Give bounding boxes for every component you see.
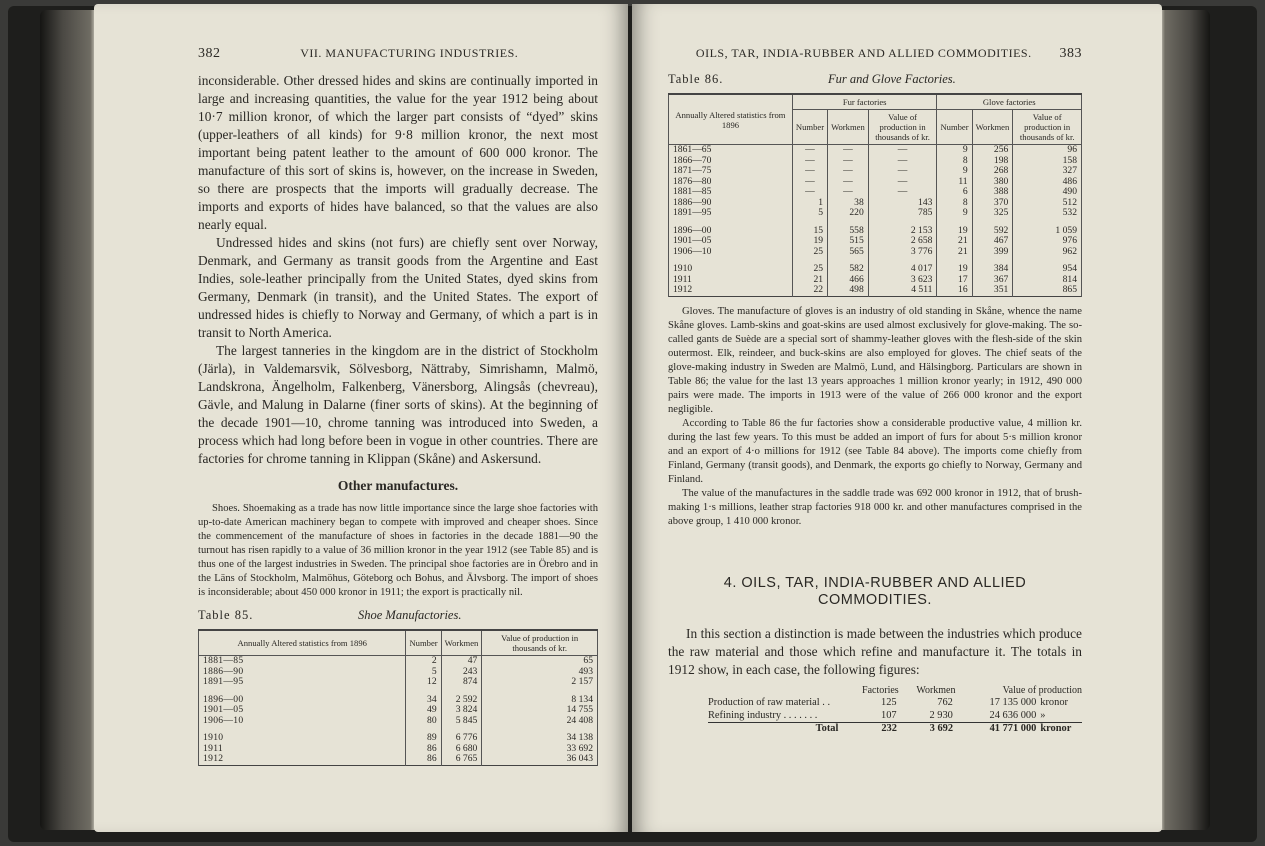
totals-row — [708, 710, 1082, 723]
paragraph: In this section a distinction is made between the industries which produce the raw material and those which refine and manufacture it. The totals in 1912 show, in each case, the following figures: — [668, 625, 1082, 677]
right-page-number: 383 — [1059, 46, 1082, 61]
value-cell: 86 — [406, 744, 441, 755]
value-cell: 5 — [406, 667, 441, 678]
value-cell: — — [828, 166, 869, 177]
table-row — [199, 656, 598, 667]
value-cell: 2 — [406, 656, 441, 667]
value-cell: 565 — [828, 247, 869, 258]
value-cell: 21 — [937, 236, 972, 247]
value-cell: 399 — [972, 247, 1013, 258]
table-row — [669, 285, 1082, 296]
period-cell: 1911 — [669, 275, 793, 286]
value-cell: 467 — [972, 236, 1013, 247]
value-cell: 256 — [972, 145, 1013, 156]
value-cell: 19 — [937, 264, 972, 275]
period-cell: 1871—75 — [669, 166, 793, 177]
value-cell: 532 — [1013, 208, 1082, 219]
table-row — [669, 275, 1082, 286]
value-cell: — — [828, 156, 869, 167]
paragraph: Gloves. The manufacture of gloves is an industry of old standing in Skåne, whence the name Skåne gloves. Lamb-skins and goat-skins are used almost exclusively for glove-making. The so-called gants de Suède are a special sort of shammy-leather gloves with the flesh-side of the skin outermost. Elk, reindeer, and buck-skins are also employed for gloves. The chief seats of the glove-making industry in Sweden are Malmö, Lund, and Hälsingborg. Particulars are shown in Table 86; the value for the last 13 years approaches 1 million kronor yearly; in 1912, 490 000 pairs were made. The imports in 1913 were of the value of 266 000 kronor and the export negligible. — [668, 305, 1082, 415]
value-cell: — — [792, 166, 827, 177]
value-cell: 5 — [792, 208, 827, 219]
table-gap-row — [199, 726, 598, 733]
left-page — [94, 4, 628, 832]
totals-cell: Production of raw material . . — [708, 697, 831, 708]
right-page-edge — [1160, 10, 1210, 830]
period-cell: 1910 — [199, 733, 406, 744]
totals-header — [708, 685, 1082, 698]
table85-header-number: Number — [406, 630, 441, 656]
table85-body — [199, 656, 598, 766]
value-cell: 2 153 — [868, 226, 937, 237]
value-cell: 2 592 — [441, 695, 482, 706]
value-cell: 3 776 — [868, 247, 937, 258]
value-cell: 268 — [972, 166, 1013, 177]
table-row — [199, 733, 598, 744]
totals-cell: 2 930 — [929, 709, 953, 721]
period-cell: 1912 — [669, 285, 793, 296]
value-cell: 874 — [441, 677, 482, 688]
value-cell: 19 — [937, 226, 972, 237]
table86-header-fur: Fur factories — [792, 94, 937, 110]
value-cell: 8 134 — [482, 695, 598, 706]
table86-header-glove: Glove factories — [937, 94, 1082, 110]
section4-heading-line2: COMMODITIES. — [818, 591, 932, 608]
left-running-title: VII. MANUFACTURING INDUSTRIES. — [300, 46, 519, 60]
table-row — [669, 198, 1082, 209]
totals-sum-factories: 232 — [881, 723, 897, 734]
value-cell: 962 — [1013, 247, 1082, 258]
table85 — [198, 629, 598, 766]
right-running-head — [668, 46, 1082, 62]
table85-caption — [198, 608, 598, 623]
paragraph: The largest tanneries in the kingdom are in the district of Stockholm (Järla), in Valdemarsvik, Sölvesborg, Nättraby, Simrishamn, Malmö, Landskrona, Ängelholm, Falkenberg, Vänersborg, Alingsås (chevreau), Gävle, and Malung in Dalarne (finer sorts of skins). At the beginning of the decade 1901—10, chrome tanning was introduced into Sweden, a process which had long before been in vogue in other countries. There are factories for chrome tanning in Klippan (Skåne) and Askersund. — [198, 343, 598, 466]
table86-sub-workmen: Workmen — [828, 110, 869, 145]
table-row — [669, 264, 1082, 275]
totals-sum-label: Total — [815, 723, 839, 734]
paragraph: According to Table 86 the fur factories show a considerable productive value, 4 million kr. during the last few years. To this must be added an import of furs for about 5·s million kronor and an export of 4·o millions for 1912 (see Table 84 above). The imports come chiefly from Finland, Germany (transit goods), and Denmark, the exports go chiefly to Norway, Germany and Finland. — [668, 417, 1082, 485]
period-cell: 1910 — [669, 264, 793, 275]
totals-table — [708, 685, 1082, 736]
value-cell: 11 — [937, 177, 972, 188]
value-cell: 976 — [1013, 236, 1082, 247]
value-cell: — — [828, 187, 869, 198]
left-page-edge — [40, 10, 96, 830]
table85-title: Shoe Manufactories. — [358, 608, 462, 622]
value-cell: 380 — [972, 177, 1013, 188]
value-cell: 4 511 — [868, 285, 937, 296]
value-cell: 515 — [828, 236, 869, 247]
totals-cell: kronor — [1040, 697, 1068, 708]
value-cell: 512 — [1013, 198, 1082, 209]
value-cell: 351 — [972, 285, 1013, 296]
left-page-number: 382 — [198, 46, 221, 61]
table86-label: Table 86. — [668, 72, 724, 86]
table86-title: Fur and Glove Factories. — [828, 72, 956, 86]
value-cell: 17 — [937, 275, 972, 286]
value-cell: — — [868, 166, 937, 177]
totals-cell: 17 135 000 — [989, 697, 1037, 708]
table86-body — [669, 145, 1082, 297]
period-cell: 1876—80 — [669, 177, 793, 188]
value-cell: 592 — [972, 226, 1013, 237]
totals-header-value: Value of production — [1002, 684, 1082, 696]
value-cell: 21 — [937, 247, 972, 258]
table-row — [199, 754, 598, 765]
gloves-section — [668, 305, 1082, 529]
table86-header-period: Annually Altered statistics from 1896 — [669, 94, 793, 145]
shoes-paragraph: Shoes. Shoemaking as a trade has now little importance since the large shoe factories with up-to-date American machinery began to compete with improved and cheaper shoes. Since the commencement of the manufacture of shoes in factories in the decade 1881—90 the turnout has risen rapidly to a value of 36 million kronor in the year 1912 (see Table 85) and is thus one of the largest industries in Sweden. The principal shoe factories are in Örebro and in the Läns of Stockholm, Malmöhus, Göteborg och Bohus, and Älvsborg. The import of shoes is inconsiderable; about 450 000 kronor in 1911; the export is practically nil. — [198, 503, 598, 598]
table86-caption — [668, 72, 1082, 87]
table-row — [199, 744, 598, 755]
table-row — [669, 187, 1082, 198]
totals-sum-workmen: 3 692 — [929, 723, 954, 734]
value-cell: — — [868, 177, 937, 188]
value-cell: 1 — [792, 198, 827, 209]
value-cell: — — [868, 145, 937, 156]
value-cell: 486 — [1013, 177, 1082, 188]
value-cell: 327 — [1013, 166, 1082, 177]
value-cell: 24 408 — [482, 716, 598, 727]
value-cell: 143 — [868, 198, 937, 209]
totals-cell: Refining industry . . . . . . . — [708, 709, 818, 721]
period-cell: 1901—05 — [669, 236, 793, 247]
value-cell: 498 — [828, 285, 869, 296]
table86-sub-value: Value of production in thousands of kr. — [868, 110, 937, 145]
period-cell: 1866—70 — [669, 156, 793, 167]
value-cell: 6 776 — [441, 733, 482, 744]
value-cell: 25 — [792, 264, 827, 275]
period-cell: 1881—85 — [669, 187, 793, 198]
shoes-section — [198, 502, 598, 600]
period-cell: 1896—00 — [669, 226, 793, 237]
value-cell: 493 — [482, 667, 598, 678]
value-cell: 22 — [792, 285, 827, 296]
section4-body — [668, 625, 1082, 679]
totals-sum-value: 41 771 000 — [989, 723, 1037, 734]
table-row — [669, 236, 1082, 247]
value-cell: — — [792, 187, 827, 198]
value-cell: — — [792, 145, 827, 156]
table-row — [199, 716, 598, 727]
table85-header-value: Value of production in thousands of kr. — [482, 630, 598, 656]
table85-header-workmen: Workmen — [441, 630, 482, 656]
value-cell: 33 692 — [482, 744, 598, 755]
right-page — [632, 4, 1162, 832]
table-gap-row — [669, 257, 1082, 264]
value-cell: 89 — [406, 733, 441, 744]
period-cell: 1861—65 — [669, 145, 793, 156]
table-row — [669, 177, 1082, 188]
totals-cell: 107 — [881, 709, 897, 721]
value-cell: 198 — [972, 156, 1013, 167]
value-cell: 6 — [937, 187, 972, 198]
value-cell: — — [792, 156, 827, 167]
period-cell: 1906—10 — [669, 247, 793, 258]
period-cell: 1881—85 — [199, 656, 406, 667]
value-cell: 9 — [937, 145, 972, 156]
totals-header-workmen: Workmen — [916, 684, 956, 696]
totals-cell: 125 — [881, 697, 897, 708]
table-row — [199, 705, 598, 716]
value-cell: 243 — [441, 667, 482, 678]
period-cell: 1896—00 — [199, 695, 406, 706]
value-cell: 814 — [1013, 275, 1082, 286]
section4-heading — [668, 575, 1082, 609]
table-row — [669, 156, 1082, 167]
value-cell: — — [868, 187, 937, 198]
value-cell: 96 — [1013, 145, 1082, 156]
value-cell: 9 — [937, 208, 972, 219]
value-cell: 34 138 — [482, 733, 598, 744]
right-running-title: OILS, TAR, INDIA-RUBBER AND ALLIED COMMODITIES. — [695, 46, 1032, 60]
value-cell: 38 — [828, 198, 869, 209]
value-cell: 34 — [406, 695, 441, 706]
totals-cell: 24 636 000 — [989, 709, 1037, 721]
value-cell: 12 — [406, 677, 441, 688]
table85-label: Table 85. — [198, 608, 254, 622]
paragraph: Undressed hides and skins (not furs) are chiefly sent over Norway, Denmark, and Germany as transit goods from the Argentine and East Indies, sole-leather principally from the United States, dyed skins from Germany, Denmark (in transit), and the United States. The export of undressed hides is chiefly to Norway and Germany, of which a part is in transit to North America. — [198, 235, 598, 340]
value-cell: 36 043 — [482, 754, 598, 765]
period-cell: 1901—05 — [199, 705, 406, 716]
value-cell: 25 — [792, 247, 827, 258]
value-cell: 19 — [792, 236, 827, 247]
period-cell: 1886—90 — [199, 667, 406, 678]
value-cell: 2 157 — [482, 677, 598, 688]
totals-row — [708, 697, 1082, 710]
value-cell: 558 — [828, 226, 869, 237]
value-cell: 15 — [792, 226, 827, 237]
table86 — [668, 93, 1082, 297]
table85-header-period: Annually Altered statistics from 1896 — [199, 630, 406, 656]
totals-sum-unit: kronor — [1040, 723, 1072, 734]
value-cell: 6 765 — [441, 754, 482, 765]
value-cell: 14 755 — [482, 705, 598, 716]
table-row — [669, 208, 1082, 219]
value-cell: 785 — [868, 208, 937, 219]
value-cell: 325 — [972, 208, 1013, 219]
value-cell: 21 — [792, 275, 827, 286]
totals-rows — [708, 697, 1082, 722]
value-cell: 388 — [972, 187, 1013, 198]
value-cell: 370 — [972, 198, 1013, 209]
table-row — [669, 226, 1082, 237]
value-cell: 158 — [1013, 156, 1082, 167]
value-cell: 4 017 — [868, 264, 937, 275]
totals-sum-row — [708, 722, 1082, 736]
totals-header-factories: Factories — [862, 684, 899, 696]
period-cell: 1911 — [199, 744, 406, 755]
totals-cell: 762 — [937, 697, 953, 708]
value-cell: 3 824 — [441, 705, 482, 716]
value-cell: 1 059 — [1013, 226, 1082, 237]
value-cell: — — [828, 145, 869, 156]
left-body — [198, 72, 598, 468]
gap-cell — [199, 726, 406, 733]
section-heading: Other manufactures. — [337, 478, 459, 493]
value-cell: 582 — [828, 264, 869, 275]
value-cell: 9 — [937, 166, 972, 177]
table-row — [669, 166, 1082, 177]
paragraph: inconsiderable. Other dressed hides and skins are continually imported in large and increasing quantities, the value for the year 1912 being about 10·7 million kronor, of which the larger part consists of “dyed” skins (upper-leathers of all kinds) for 9·8 million kronor, the next most important being patent leather to the amount of 600 000 kronor. The manufacture of this sort of skins is, however, on the increase in Sweden, so there are prospects that the imports will gradually decrease. The imports and exports of hides have balanced, so that the values are also nearly equal. — [198, 73, 598, 232]
table-gap-row — [199, 688, 598, 695]
value-cell: 466 — [828, 275, 869, 286]
table-row — [669, 247, 1082, 258]
table86-sub-number: Number — [937, 110, 972, 145]
value-cell: 8 — [937, 156, 972, 167]
value-cell: 490 — [1013, 187, 1082, 198]
paragraph: The value of the manufactures in the saddle trade was 692 000 kronor in 1912, that of brush-making 1·s millions, leather strap factories 918 000 kr. and other manufactures comprised in the above group, 1 410 000 kronor. — [668, 487, 1082, 527]
value-cell: 49 — [406, 705, 441, 716]
table-gap-row — [669, 219, 1082, 226]
value-cell: — — [792, 177, 827, 188]
table-row — [669, 145, 1082, 156]
table86-sub-number: Number — [792, 110, 827, 145]
table-row — [199, 695, 598, 706]
value-cell: 65 — [482, 656, 598, 667]
value-cell: 86 — [406, 754, 441, 765]
value-cell: — — [868, 156, 937, 167]
value-cell: 220 — [828, 208, 869, 219]
value-cell: 6 680 — [441, 744, 482, 755]
value-cell: 3 623 — [868, 275, 937, 286]
table86-sub-workmen: Workmen — [972, 110, 1013, 145]
period-cell: 1912 — [199, 754, 406, 765]
value-cell: 5 845 — [441, 716, 482, 727]
value-cell: 865 — [1013, 285, 1082, 296]
totals-cell: » — [1040, 709, 1046, 721]
section4-heading-line1: 4. OILS, TAR, INDIA-RUBBER AND ALLIED — [723, 574, 1027, 591]
value-cell: 47 — [441, 656, 482, 667]
value-cell: 954 — [1013, 264, 1082, 275]
period-cell: 1891—95 — [199, 677, 406, 688]
value-cell: 367 — [972, 275, 1013, 286]
table-row — [199, 667, 598, 678]
value-cell: — — [828, 177, 869, 188]
value-cell: 80 — [406, 716, 441, 727]
table-row — [199, 677, 598, 688]
left-running-head — [198, 46, 598, 62]
value-cell: 8 — [937, 198, 972, 209]
period-cell: 1886—90 — [669, 198, 793, 209]
period-cell: 1891—95 — [669, 208, 793, 219]
value-cell: 384 — [972, 264, 1013, 275]
table86-sub-value: Value of production in thousands of kr. — [1013, 110, 1082, 145]
value-cell: 2 658 — [868, 236, 937, 247]
value-cell: 16 — [937, 285, 972, 296]
period-cell: 1906—10 — [199, 716, 406, 727]
